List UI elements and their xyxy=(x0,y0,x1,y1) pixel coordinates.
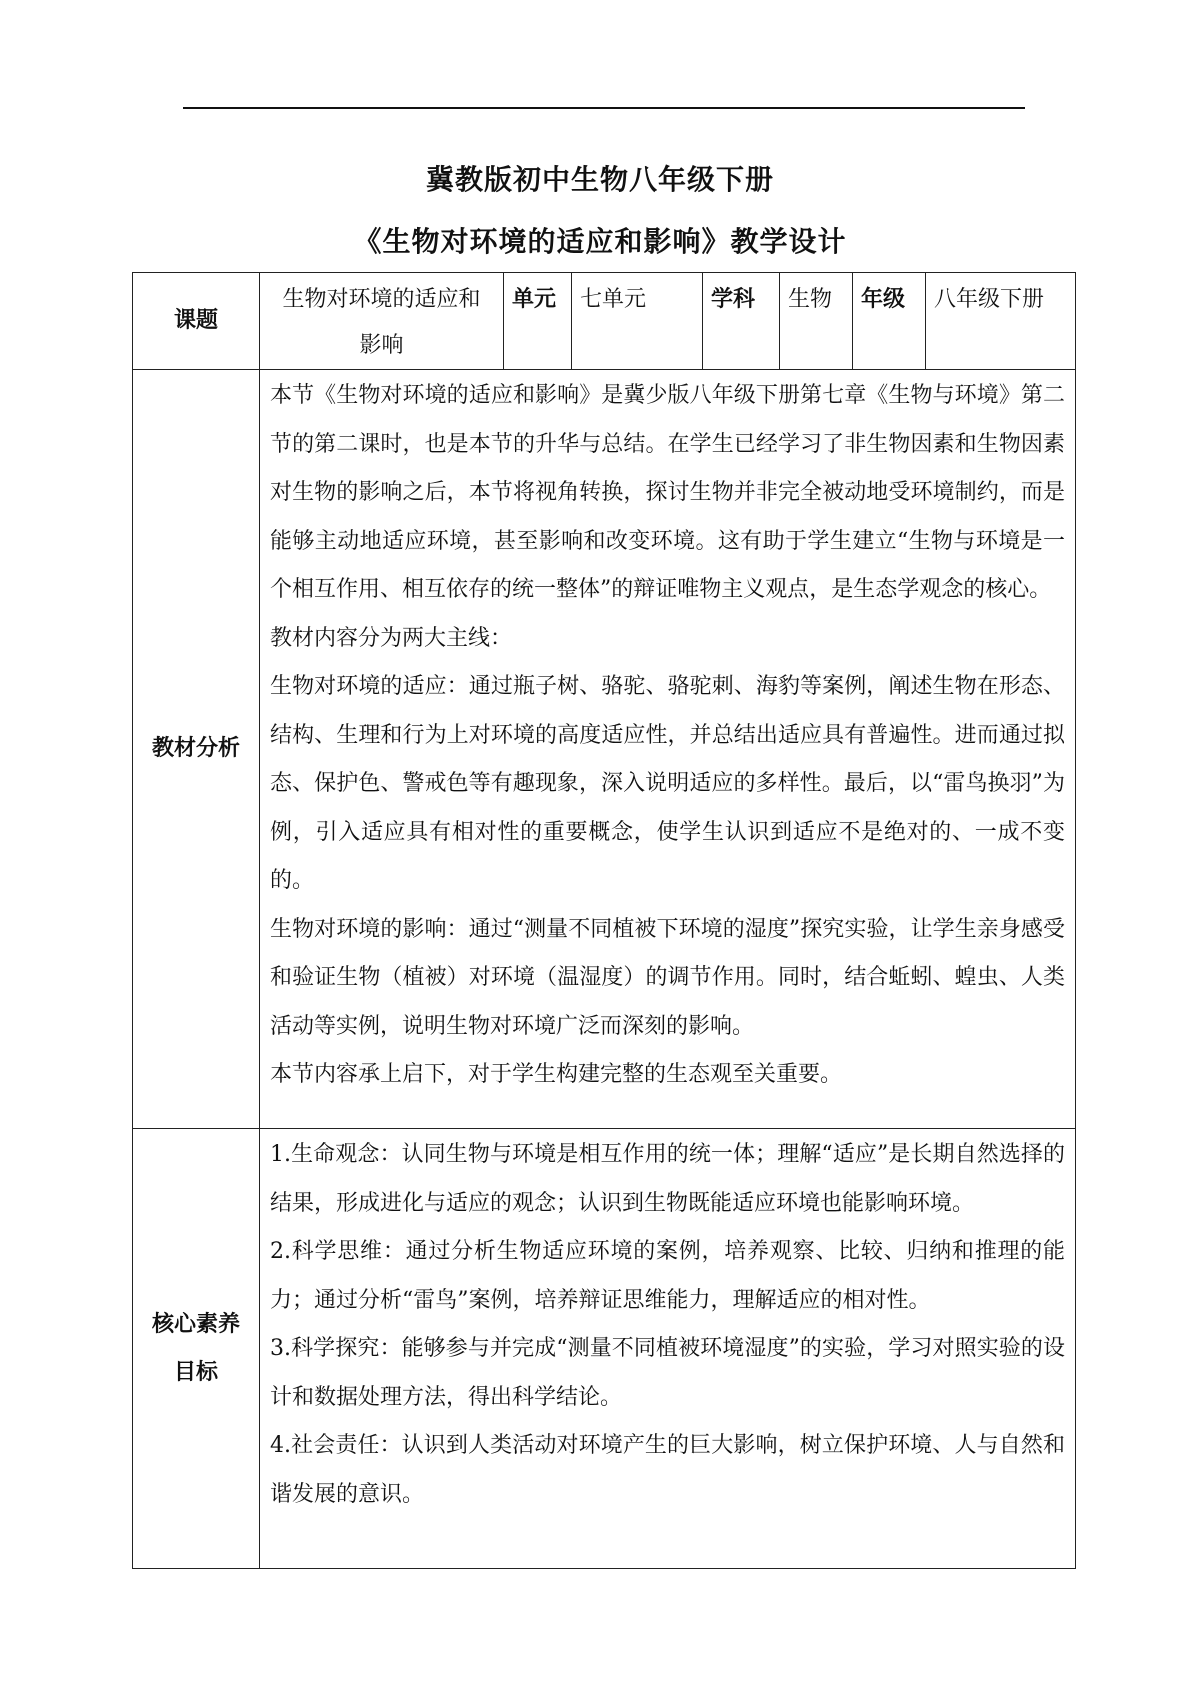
analysis-paragraph: 教材内容分为两大主线： xyxy=(270,625,513,651)
lesson-table xyxy=(132,272,1076,1569)
document-subtitle: 《生物对环境的适应和影响》教学设计 xyxy=(353,225,847,258)
document-title: 冀教版初中生物八年级下册 xyxy=(425,163,774,196)
goal-item: 4.社会责任：认识到人类活动对环境产生的巨大影响，树立保护环境、人与自然和谐发展的意识。 xyxy=(270,1433,1065,1507)
header-rule xyxy=(183,107,1025,109)
analysis-paragraph: 本节内容承上启下，对于学生构建完整的生态观至关重要。 xyxy=(270,1062,843,1087)
topic-label: 课题 xyxy=(133,273,260,370)
goals-label-line: 核心素养 xyxy=(151,1311,240,1337)
goals-label xyxy=(133,1129,260,1569)
header-row xyxy=(133,273,1076,370)
subject-value: 生物 xyxy=(780,273,853,370)
analysis-content xyxy=(260,370,1076,1129)
analysis-paragraph: 生物对环境的适应：通过瓶子树、骆驼、骆驼刺、海豹等案例，阐述生物在形态、结构、生理和行为上对环境的高度适应性，并总结出适应具有普遍性。进而通过拟态、保护色、警戒色等有趣现象，深入说明适应的多样性。最后，以“雷鸟换羽”为例，引入适应具有相对性的重要概念，使学生认识到适应不是绝对的、一成不变的。 xyxy=(270,674,1065,893)
analysis-paragraph: 本节《生物对环境的适应和影响》是冀少版八年级下册第七章《生物与环境》第二节的第二课时，也是本节的升华与总结。在学生已经学习了非生物因素和生物因素对生物的影响之后，本节将视角转换，探讨生物并非完全被动地受环境制约，而是能够主动地适应环境，甚至影响和改变环境。这有助于学生建立“生物与环境是一个相互作用、相互依存的统一整体”的辩证唯物主义观点，是生态学观念的核心。 xyxy=(270,383,1065,602)
goals-content xyxy=(260,1129,1076,1569)
grade-label: 年级 xyxy=(853,273,926,370)
analysis-row xyxy=(133,370,1076,1129)
goal-item: 2.科学思维：通过分析生物适应环境的案例，培养观察、比较、归纳和推理的能力；通过分析“雷鸟”案例，培养辩证思维能力，理解适应的相对性。 xyxy=(270,1239,1065,1313)
goal-item: 1.生命观念：认同生物与环境是相互作用的统一体；理解“适应”是长期自然选择的结果，形成进化与适应的观念；认识到生物既能适应环境也能影响环境。 xyxy=(270,1142,1065,1216)
grade-value: 八年级下册 xyxy=(926,273,1076,370)
goal-item: 3.科学探究：能够参与并完成“测量不同植被环境湿度”的实验，学习对照实验的设计和数据处理方法，得出科学结论。 xyxy=(270,1336,1065,1410)
goals-row xyxy=(133,1129,1076,1569)
unit-value: 七单元 xyxy=(572,273,703,370)
unit-label: 单元 xyxy=(504,273,572,370)
topic-value: 生物对环境的适应和影响 xyxy=(260,273,504,370)
analysis-paragraph: 生物对环境的影响：通过“测量不同植被下环境的湿度”探究实验，让学生亲身感受和验证生物（植被）对环境（温湿度）的调节作用。同时，结合蚯蚓、蝗虫、人类活动等实例，说明生物对环境广泛而深刻的影响。 xyxy=(270,916,1065,1039)
analysis-label: 教材分析 xyxy=(133,370,260,1129)
subject-label: 学科 xyxy=(703,273,780,370)
goals-label-line: 目标 xyxy=(173,1359,218,1385)
